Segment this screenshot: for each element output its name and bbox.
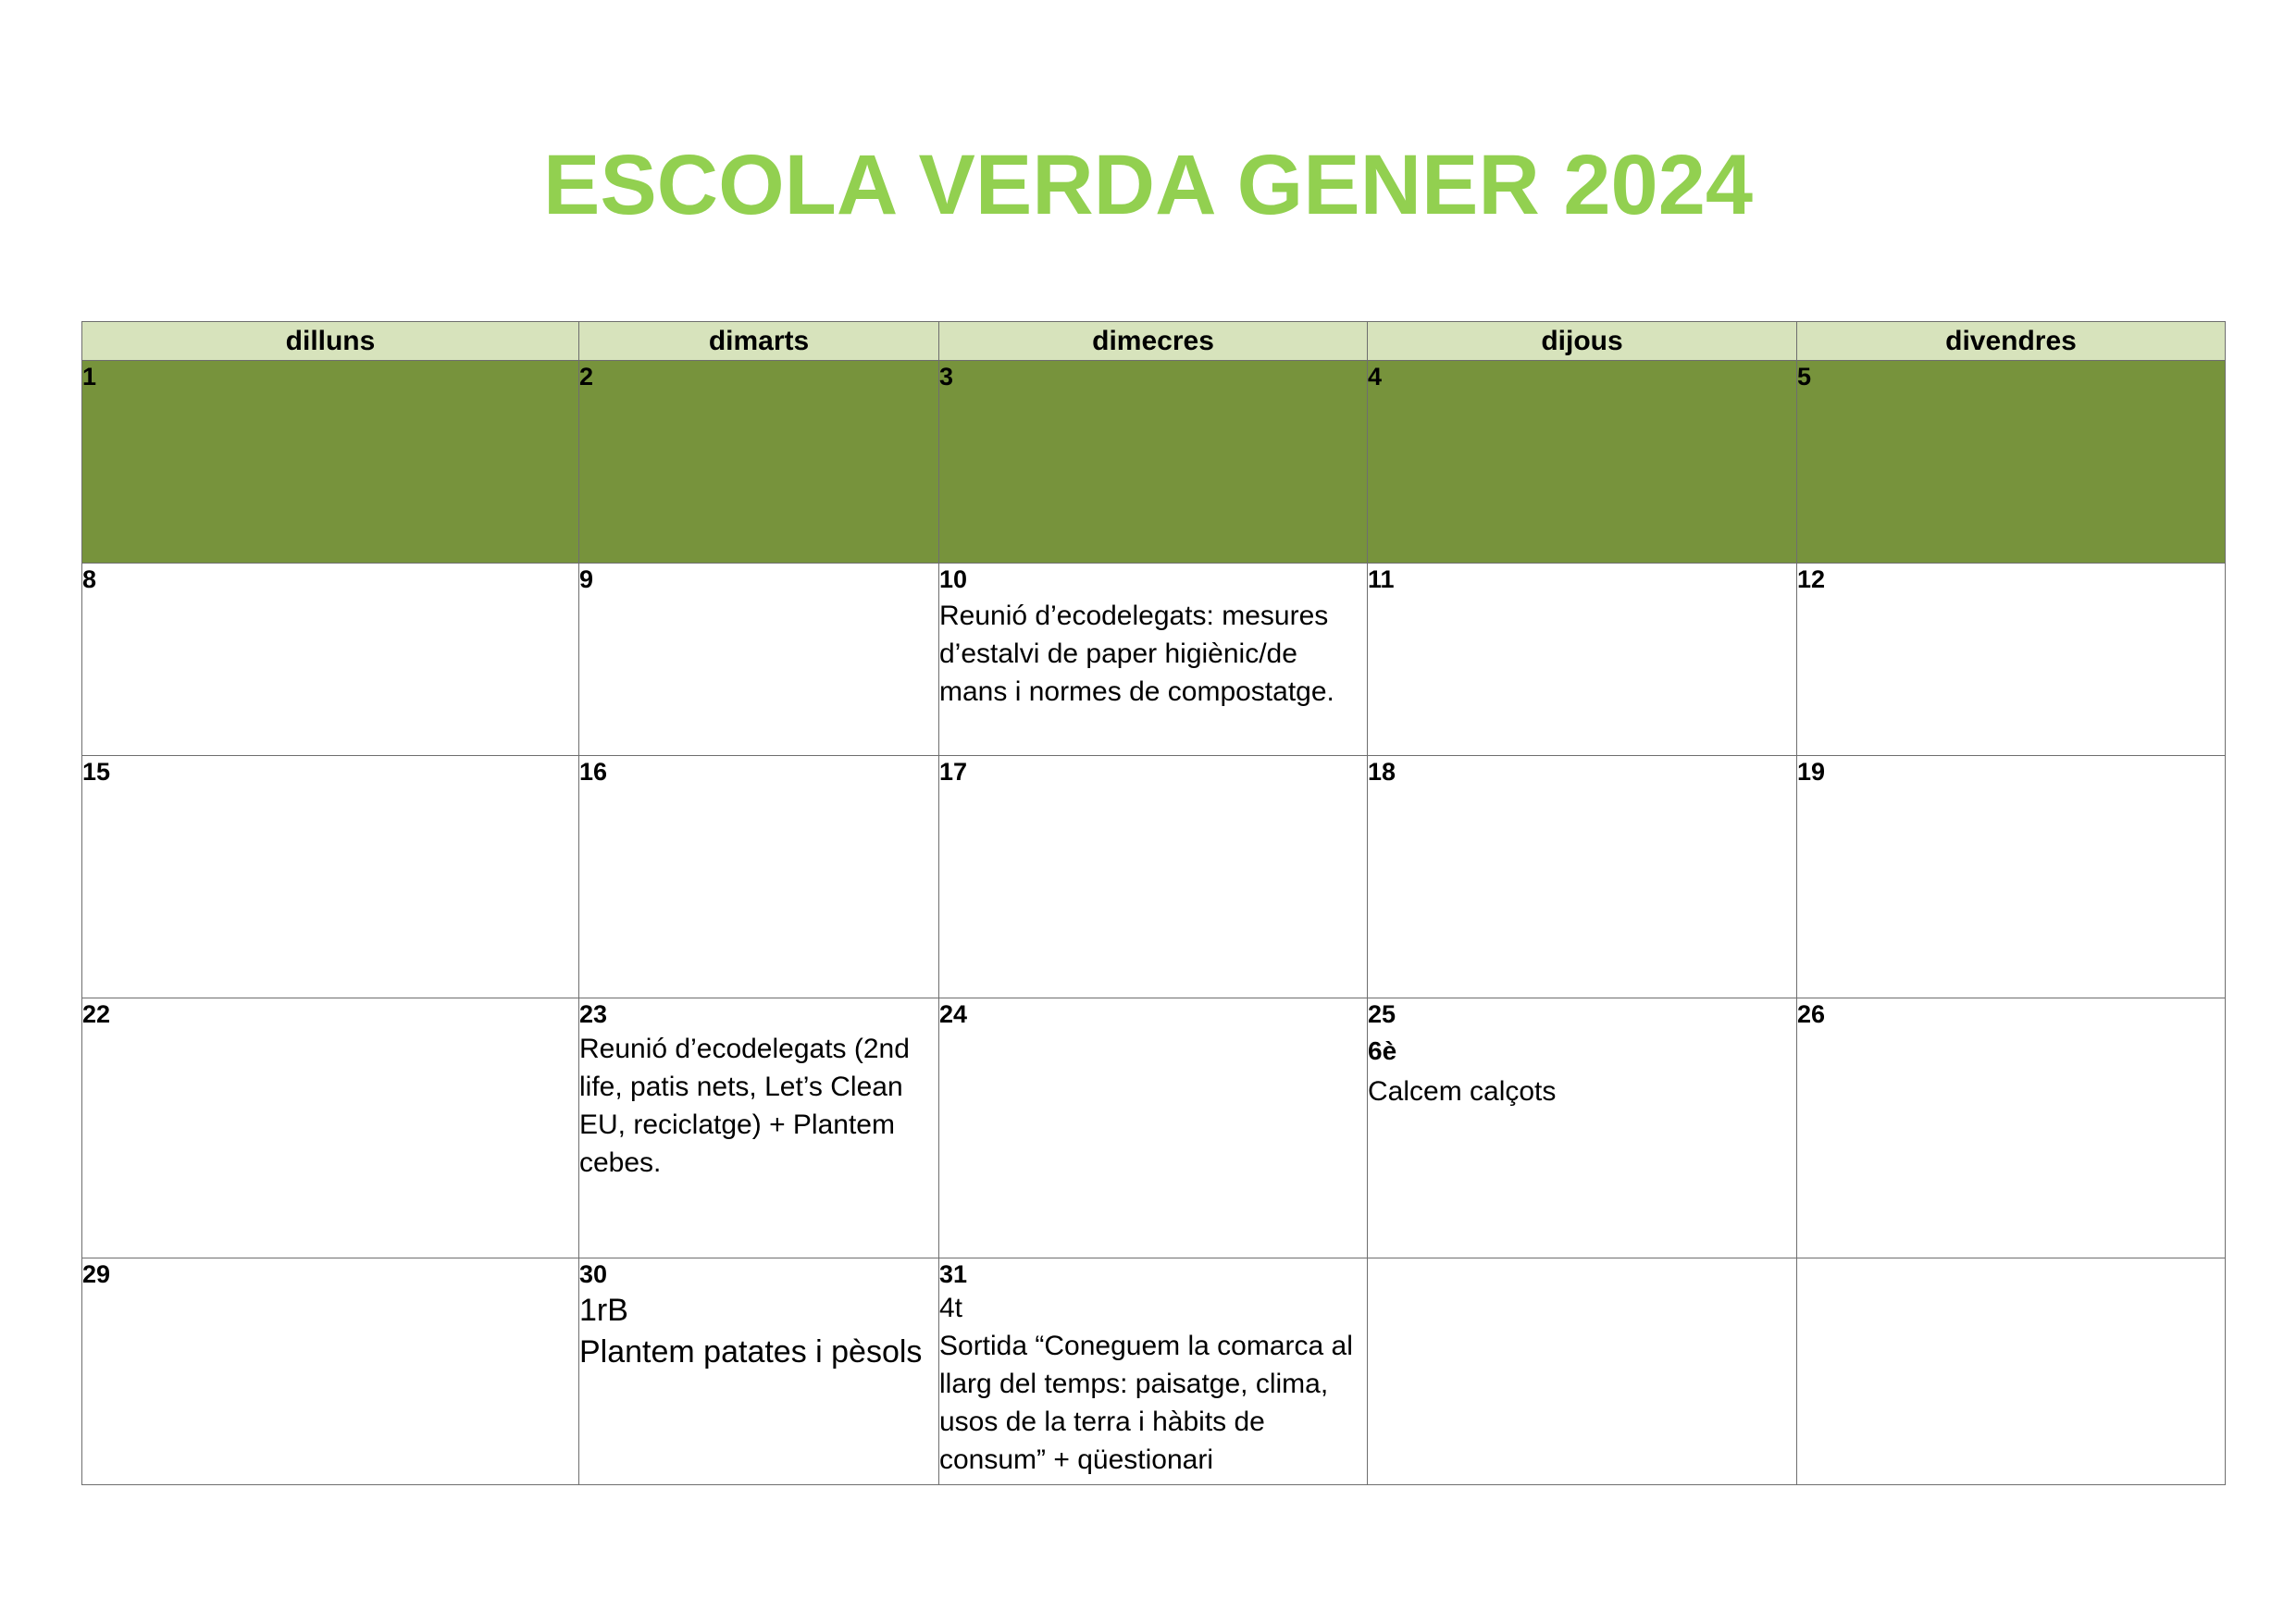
day-cell bbox=[1797, 564, 2226, 756]
event-group: 4t bbox=[939, 1293, 963, 1323]
day-cell bbox=[939, 756, 1368, 998]
day-number: 8 bbox=[82, 565, 97, 593]
day-number: 12 bbox=[1797, 565, 1826, 593]
event-group: 6è bbox=[1368, 1036, 1397, 1065]
day-number: 30 bbox=[579, 1260, 608, 1288]
event-text: Reunió d’ecodelegats: mesures d’estalvi de paper higiènic/de mans i normes de compostatge. bbox=[939, 601, 1334, 707]
day-cell-holiday bbox=[82, 361, 579, 564]
event-text: Reunió d’ecodelegats (2nd life, patis nets, Let’s Clean EU, reciclatge) + Plantem cebes. bbox=[579, 1034, 910, 1178]
day-cell bbox=[82, 998, 579, 1258]
weekday-header-dijous: dijous bbox=[1368, 322, 1797, 361]
week-row-3 bbox=[82, 756, 2226, 998]
day-cell bbox=[1368, 564, 1797, 756]
day-number: 2 bbox=[579, 363, 594, 391]
day-cell bbox=[939, 1258, 1368, 1485]
event-group: 1rB bbox=[579, 1293, 628, 1328]
event-text: Plantem patates i pèsols bbox=[579, 1334, 923, 1370]
page-title: ESCOLA VERDA GENER 2024 bbox=[542, 138, 1754, 232]
week-row-4 bbox=[82, 998, 2226, 1258]
day-number: 19 bbox=[1797, 758, 1826, 786]
day-cell bbox=[1368, 998, 1797, 1258]
week-row-5 bbox=[82, 1258, 2226, 1485]
day-cell bbox=[939, 564, 1368, 756]
day-number: 15 bbox=[82, 758, 111, 786]
day-cell bbox=[1797, 756, 2226, 998]
day-cell bbox=[82, 1258, 579, 1485]
day-number: 5 bbox=[1797, 363, 1812, 391]
day-number: 1 bbox=[82, 363, 97, 391]
event-text: Sortida “Coneguem la comarca al llarg del temps: paisatge, clima, usos de la terra i hàbits de consum” + qüestionari bbox=[939, 1331, 1353, 1475]
day-number: 4 bbox=[1368, 363, 1383, 391]
day-number: 24 bbox=[939, 1000, 968, 1028]
event-text: Calcem calçots bbox=[1368, 1076, 1557, 1107]
weekday-header-divendres: divendres bbox=[1797, 322, 2226, 361]
day-cell-empty bbox=[1797, 1258, 2226, 1485]
week-row-1 bbox=[82, 361, 2226, 564]
day-number: 31 bbox=[939, 1260, 968, 1288]
day-number: 3 bbox=[939, 363, 954, 391]
weekday-header-dimecres: dimecres bbox=[939, 322, 1368, 361]
week-row-2 bbox=[82, 564, 2226, 756]
day-cell bbox=[579, 756, 939, 998]
day-cell bbox=[579, 998, 939, 1258]
day-number: 22 bbox=[82, 1000, 111, 1028]
day-number: 9 bbox=[579, 565, 594, 593]
day-cell-holiday bbox=[939, 361, 1368, 564]
calendar-table bbox=[81, 321, 2226, 1485]
weekday-header-row bbox=[82, 322, 2226, 361]
day-number: 16 bbox=[579, 758, 608, 786]
day-number: 23 bbox=[579, 1000, 608, 1028]
day-cell bbox=[1797, 998, 2226, 1258]
day-number: 26 bbox=[1797, 1000, 1826, 1028]
day-cell-holiday bbox=[579, 361, 939, 564]
day-cell bbox=[82, 564, 579, 756]
day-number: 11 bbox=[1368, 565, 1395, 593]
day-cell bbox=[82, 756, 579, 998]
weekday-header-dilluns: dilluns bbox=[82, 322, 579, 361]
day-cell bbox=[579, 1258, 939, 1485]
day-cell-holiday bbox=[1797, 361, 2226, 564]
day-cell-holiday bbox=[1368, 361, 1797, 564]
weekday-header-dimarts: dimarts bbox=[579, 322, 939, 361]
day-number: 17 bbox=[939, 758, 968, 786]
day-cell bbox=[939, 998, 1368, 1258]
day-number: 10 bbox=[939, 565, 968, 593]
day-number: 25 bbox=[1368, 1000, 1396, 1028]
day-cell-empty bbox=[1368, 1258, 1797, 1485]
day-cell bbox=[1368, 756, 1797, 998]
day-cell bbox=[579, 564, 939, 756]
day-number: 29 bbox=[82, 1260, 111, 1288]
day-number: 18 bbox=[1368, 758, 1396, 786]
